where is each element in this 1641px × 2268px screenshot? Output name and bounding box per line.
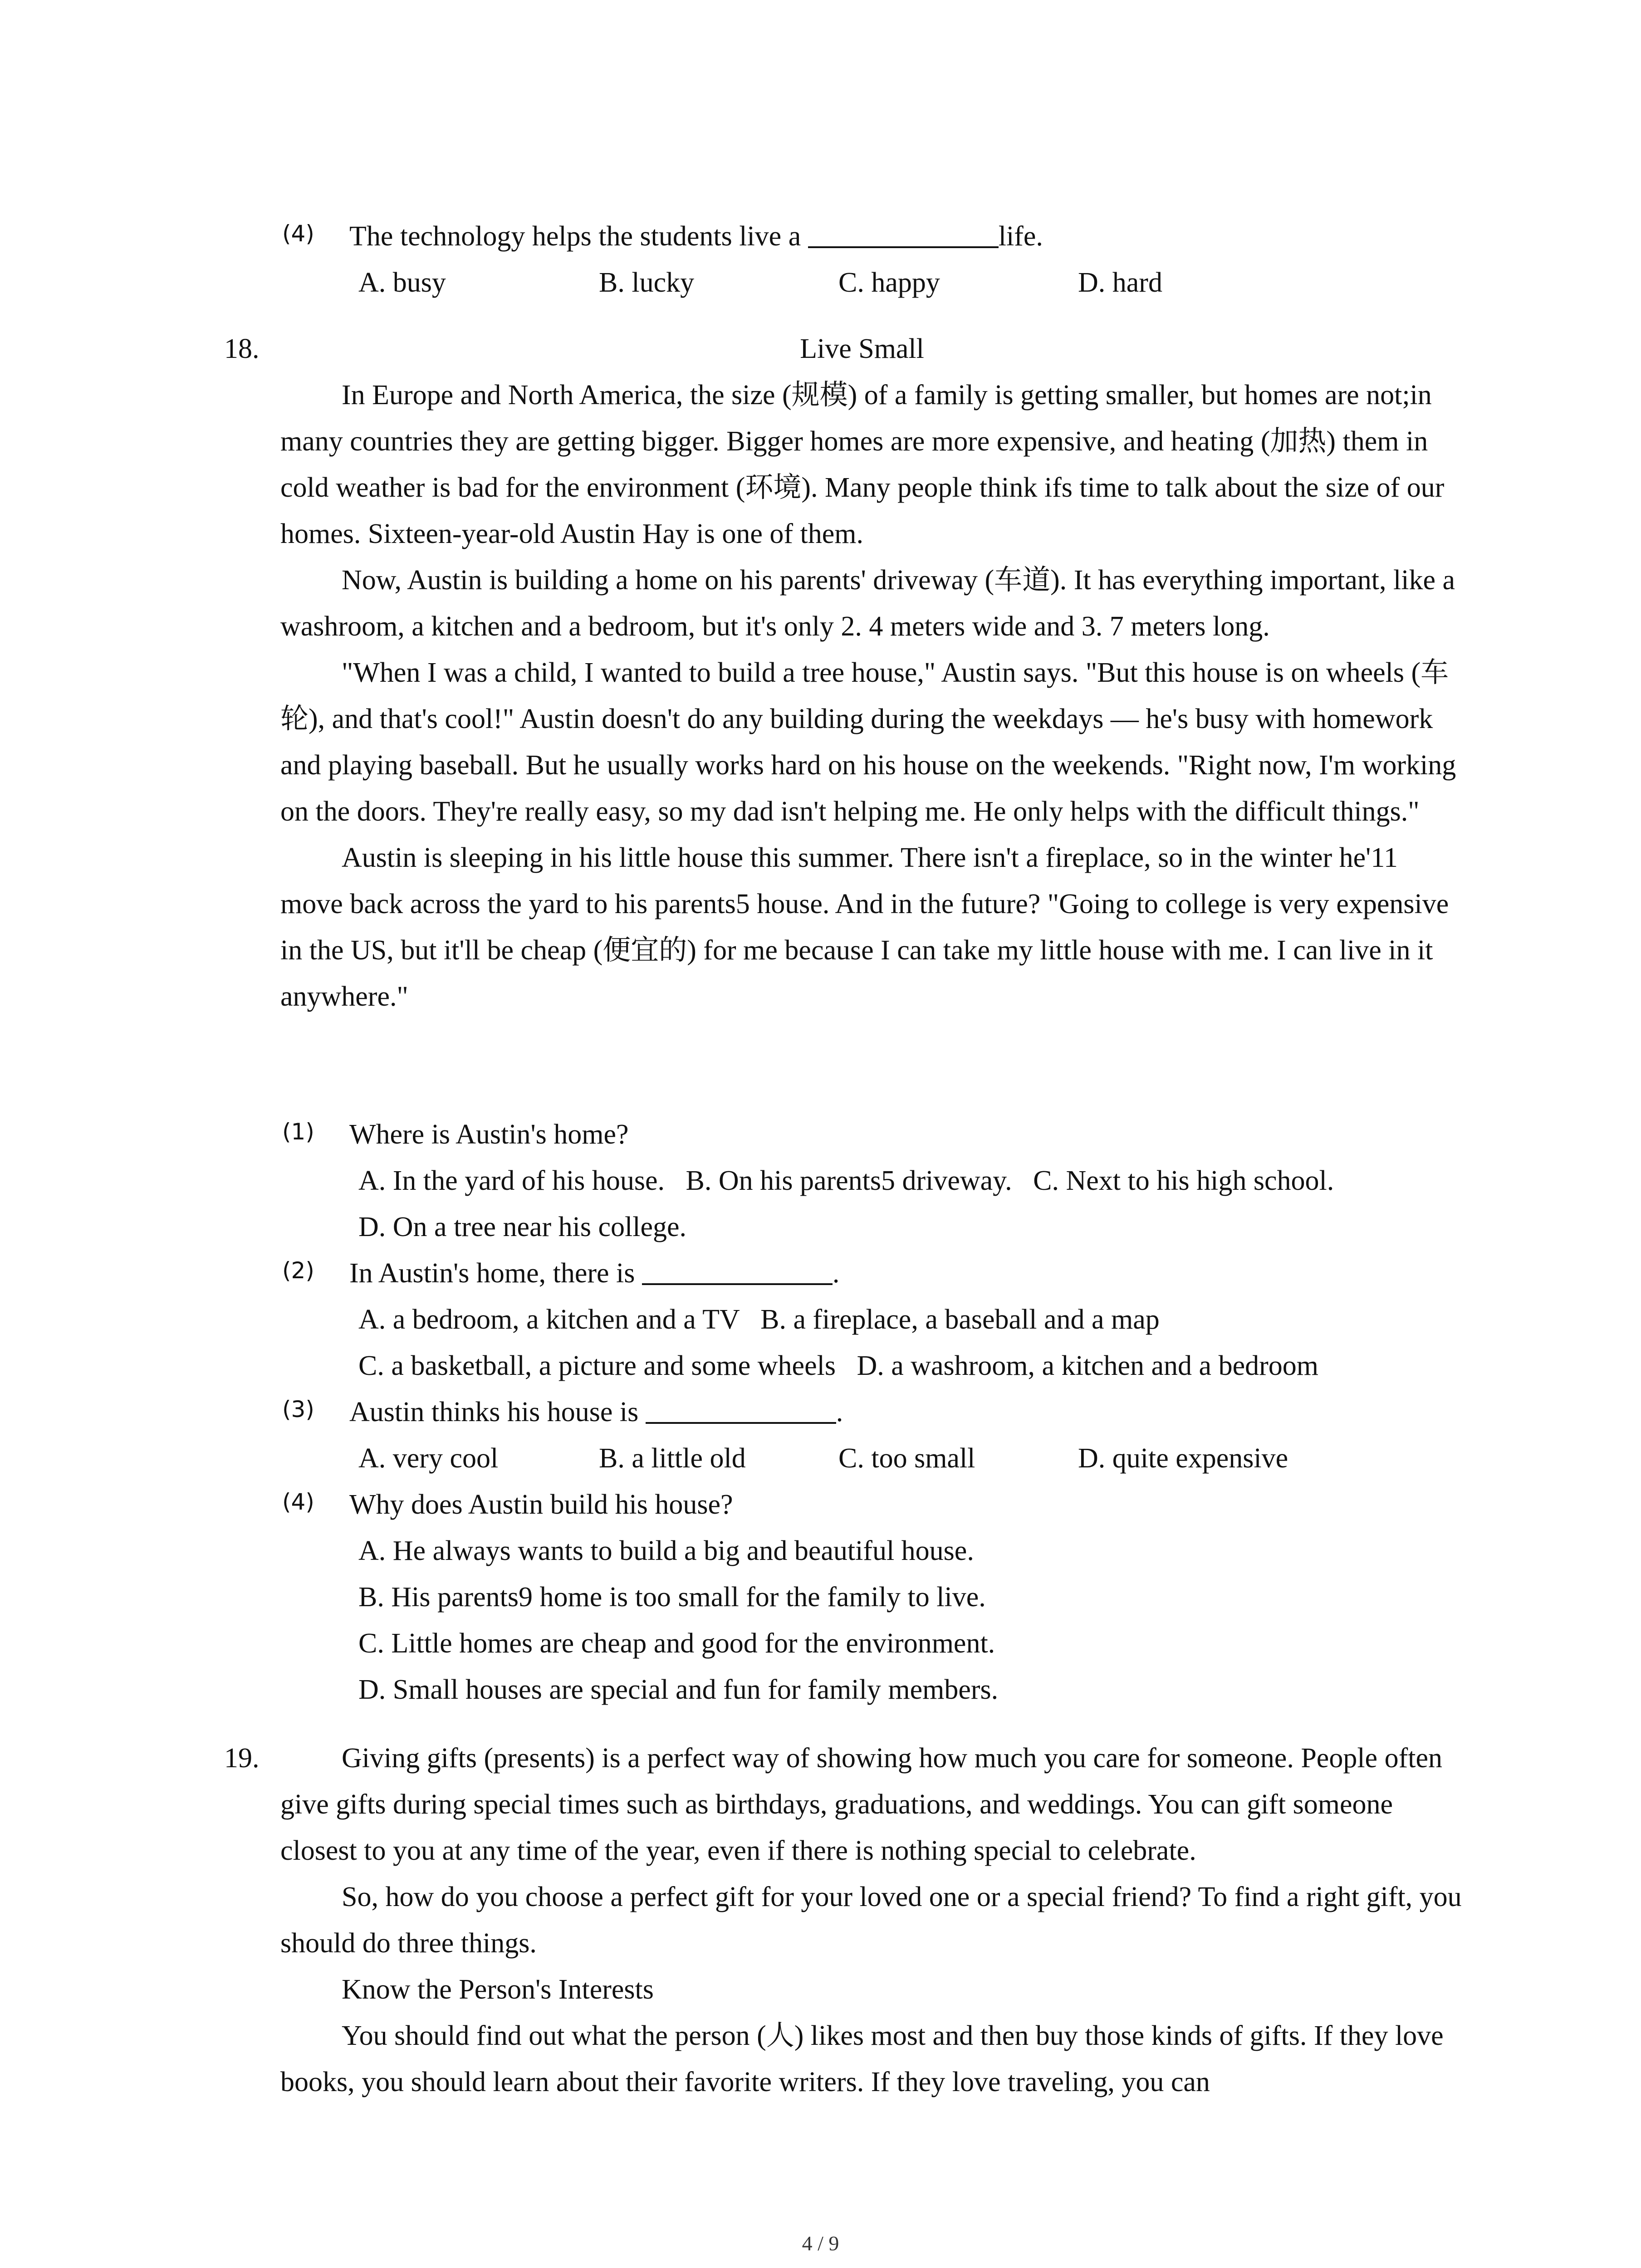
option-d: D. hard [1078, 267, 1162, 298]
answer-blank [808, 219, 999, 248]
passage-subheading: Know the Person's Interests [342, 1974, 654, 2005]
answer-blank [642, 1256, 833, 1285]
options-line: A. a bedroom, a kitchen and a TV B. a fireplace, a baseball and a map [358, 1304, 1160, 1335]
options-line: A. In the yard of his house. B. On his parents5 driveway. C. Next to his high school. [358, 1165, 1334, 1196]
option-c: C. Little homes are cheap and good for the environment. [358, 1628, 995, 1659]
option-b: B. a little old [599, 1443, 746, 1474]
option-c: C. too small [838, 1443, 975, 1474]
question-number: (1) [282, 1119, 314, 1145]
stem-text: The technology helps the students live a [349, 221, 801, 252]
stem-text: In Austin's home, there is [349, 1258, 635, 1289]
question-stem [349, 213, 1043, 259]
question-number: 19. [224, 1743, 260, 1774]
question-stem [349, 1389, 843, 1435]
option-b: B. His parents9 home is too small for the family to live. [358, 1582, 986, 1613]
stem-text: life. [998, 221, 1043, 252]
question-number: (2) [282, 1257, 314, 1284]
question-stem: Where is Austin's home? [349, 1119, 629, 1150]
passage-paragraph: You should find out what the person (人) likes most and then buy those kinds of gifts. If they love books, you should learn about their favorite writers. If they love traveling, you can [280, 2020, 1444, 2097]
stem-text: Austin thinks his house is [349, 1397, 639, 1427]
passage-paragraph: In Europe and North America, the size (规模) of a family is getting smaller, but homes are not;in many countries they are getting bigger. Bigger homes are more expensive, and heating (加热) them in cold weather is bad for the environment (环境). Many people think ifs time to talk about the size of our homes. Sixteen-year-old Austin Hay is one of them. [280, 380, 1445, 549]
passage-paragraph: Giving gifts (presents) is a perfect way of showing how much you care for someone. People often give gifts during special times such as birthdays, graduations, and weddings. You can gift someone closest to you at any time of the year, even if there is nothing special to celebrate. [280, 1743, 1442, 1866]
question-stem: Why does Austin build his house? [349, 1489, 733, 1520]
passage-title: Live Small [800, 333, 924, 364]
stem-text: . [836, 1397, 843, 1427]
passage-paragraph: Austin is sleeping in his little house this summer. There isn't a fireplace, so in the winter he'11 move back across the yard to his parents5 house. And in the future? "Going to college is very expensive in the US, but it'll be cheap (便宜的) for me because I can take my little house with me. I can live in it anywhere." [280, 842, 1449, 1012]
stem-text: . [832, 1258, 840, 1289]
options-line: C. a basketball, a picture and some wheels D. a washroom, a kitchen and a bedroom [358, 1350, 1318, 1381]
passage-paragraph: "When I was a child, I wanted to build a tree house," Austin says. "But this house is on wheels (车轮), and that's cool!" Austin doesn't do any building during the weekdays — he's busy with homework and playing baseball. But he usually works hard on his house on the weekends. "Right now, I'm working on the doors. They're really easy, so my dad isn't helping me. He only helps with the difficult things." [280, 657, 1456, 827]
question-stem [349, 1250, 839, 1296]
question-number: 18. [224, 333, 260, 364]
option-a: A. busy [358, 267, 446, 298]
page-number: 4 / 9 [802, 2232, 839, 2255]
option-a: A. He always wants to build a big and beautiful house. [358, 1535, 974, 1566]
passage-paragraph: So, how do you choose a perfect gift for your loved one or a special friend? To find a right gift, you should do three things. [280, 1882, 1462, 1959]
passage [280, 1735, 1465, 2105]
option-c: C. happy [838, 267, 940, 298]
options-line: D. On a tree near his college. [358, 1212, 687, 1242]
question-number: (4) [282, 220, 314, 247]
option-d: D. Small houses are special and fun for family members. [358, 1674, 999, 1705]
option-d: D. quite expensive [1078, 1443, 1288, 1474]
option-a: A. very cool [358, 1443, 499, 1474]
option-b: B. lucky [599, 267, 695, 298]
answer-blank [646, 1395, 836, 1424]
passage-paragraph: Now, Austin is building a home on his parents' driveway (车道). It has everything important, like a washroom, a kitchen and a bedroom, but it's only 2. 4 meters wide and 3. 7 meters long. [280, 565, 1455, 642]
question-number: (4) [282, 1489, 314, 1515]
passage [280, 372, 1465, 1020]
question-number: (3) [282, 1396, 314, 1422]
